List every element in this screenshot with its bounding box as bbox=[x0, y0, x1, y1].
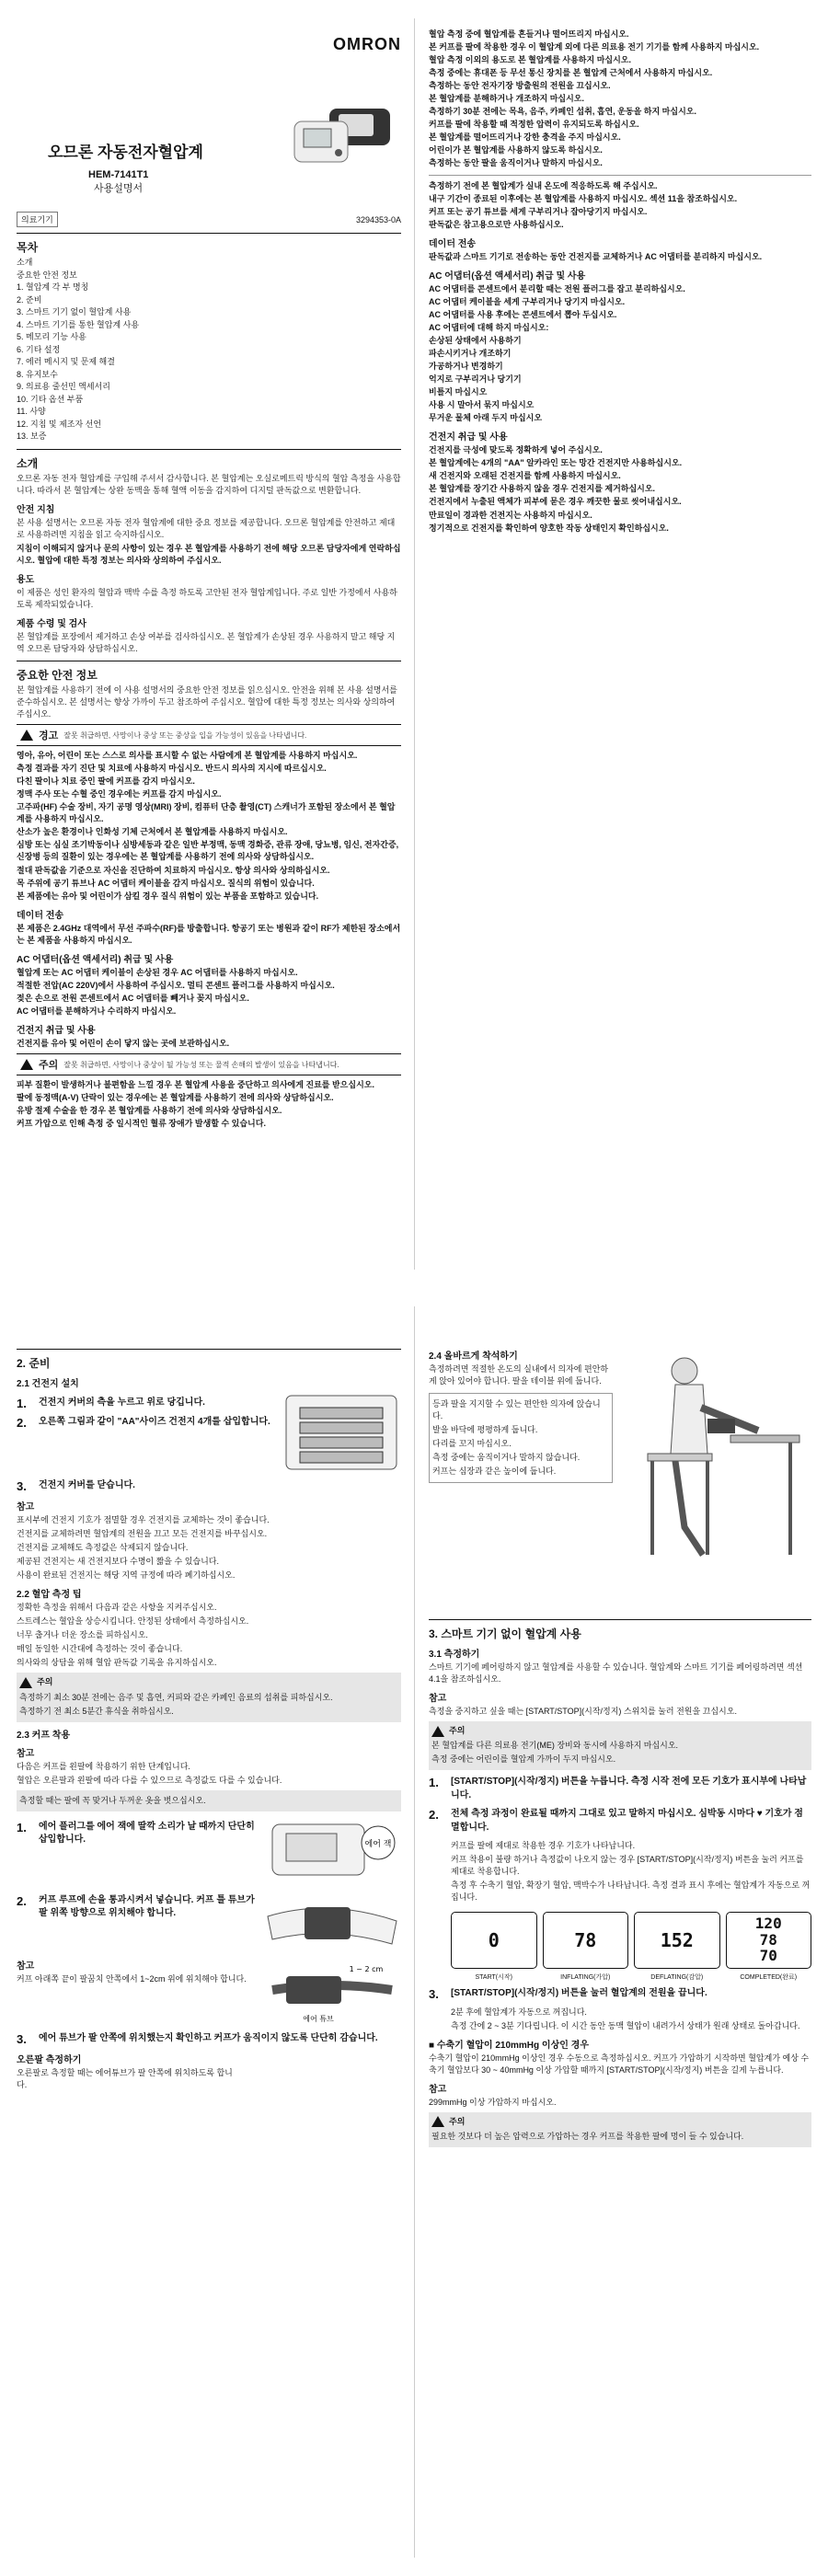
note-item: 사용이 완료된 건전지는 해당 지역 규정에 따라 폐기하십시오. bbox=[17, 1570, 236, 1581]
back-left-column bbox=[17, 1288, 401, 2576]
toc-item: 4. 스마트 기기를 통한 혈압계 사용 bbox=[17, 319, 140, 329]
ac-adapter-item: AC 어댑터를 콘센트에서 분리할 때는 전원 플러그를 잡고 분리하십시오. bbox=[429, 283, 685, 293]
caution-item: 커프 또는 공기 튜브를 세게 구부리거나 잡아당기지 마십시오. bbox=[429, 206, 648, 216]
warning-description: 잘못 취급하면, 사망이나 중상 또는 중상을 입을 가능성이 있음을 나타냅니다. bbox=[63, 730, 307, 740]
toc-item: 9. 의료용 줄선민 액세서리 bbox=[17, 382, 110, 391]
step-number: 1. bbox=[17, 1820, 27, 1834]
intro-text: 오므론 자동 전자 혈압계를 구입해 주셔서 감사합니다. 본 혈압계는 오실로메트릭 방식의 혈압 측정을 사용합니다. 따라서 본 혈압계는 상완 동맥을 통해 혈액 이동을 감지하여 디지털 판독값으로 변환합니다. bbox=[17, 473, 401, 495]
caution-item: 내구 기간이 종료된 이후에는 본 혈압계를 사용하지 마십시오. 섹션 11을 참조하십시오. bbox=[429, 193, 738, 203]
blood-pressure-monitor-illustration bbox=[293, 103, 394, 167]
toc-heading: 목차 bbox=[17, 241, 39, 254]
lcd-label: START(시작) bbox=[475, 1973, 512, 1981]
caution-title: 주의 bbox=[37, 1677, 53, 1687]
toc-item: 중요한 안전 정보 bbox=[17, 270, 77, 280]
ac-forbidden-item: 파손시키거나 개조하기 bbox=[429, 348, 512, 358]
caution-item: 측정할 때는 팔에 꼭 맞거나 두꺼운 옷을 벗으십시오. bbox=[19, 1795, 206, 1805]
step-text: [START/STOP](시작/정지) 버튼을 눌러 혈압계의 전원을 끕니다. bbox=[451, 1987, 707, 1998]
safety-instructions-heading: 안전 지침 bbox=[17, 504, 55, 515]
note-item: 다음은 커프를 왼팔에 착용하기 위한 단계입니다. bbox=[17, 1761, 190, 1771]
lcd-label: INFLATING(가압) bbox=[560, 1973, 611, 1981]
step-number: 2. bbox=[429, 1808, 439, 1823]
ac-forbidden-item: 가공하거나 변경하기 bbox=[429, 362, 503, 372]
note-item: 2분 후에 혈압계가 자동으로 꺼집니다. bbox=[451, 2007, 587, 2017]
caution-icon bbox=[19, 1677, 32, 1688]
ac-adapter-item: AC 어댑터를 사용 후에는 콘센트에서 뽑아 두십시오. bbox=[429, 309, 617, 319]
lcd-labels bbox=[429, 1972, 811, 1982]
cuff-step bbox=[17, 1821, 256, 1883]
caution-icon bbox=[20, 1059, 33, 1070]
air-jack-illustration bbox=[263, 1815, 401, 1889]
posture-point: 등과 팔을 지지할 수 있는 편안한 의자에 앉습니다. bbox=[432, 1399, 601, 1421]
lcd-diastolic: 78 bbox=[759, 1930, 777, 1949]
measure-step bbox=[429, 1987, 811, 2001]
caution-item: 커프를 팔에 착용할 때 적정한 압력이 유지되도록 하십시오. bbox=[429, 120, 639, 130]
ac-adapter-item: AC 어댑터를 분해하거나 수리하지 마십시오. bbox=[17, 1006, 177, 1016]
posture-points bbox=[429, 1393, 613, 1483]
note-item: 측정 간에 2 ~ 3분 기다립니다. 이 시간 동안 동맥 혈압이 내려가서 상태가 원래 상태로 돌아갑니다. bbox=[451, 2020, 800, 2030]
caution-item: 피부 질환이 발생하거나 불편함을 느낄 경우 본 혈압계 사용을 중단하고 의사에게 진료를 받으십시오. bbox=[17, 1080, 374, 1089]
table-of-contents bbox=[17, 257, 401, 443]
battery-heading: 건전지 취급 및 사용 bbox=[17, 1025, 96, 1036]
page-fold-line bbox=[414, 1306, 415, 2558]
caution-box bbox=[429, 2112, 811, 2147]
caution-item: 본 혈압계를 다른 의료용 전기(ME) 장비와 동시에 사용하지 마십시오. bbox=[431, 1741, 679, 1751]
no-app-heading: 3. 스마트 기기 없이 혈압계 사용 bbox=[429, 1627, 581, 1640]
step-number: 3. bbox=[17, 1479, 27, 1493]
warning-item: 영아, 유아, 어린이 또는 스스로 의사를 표시할 수 없는 사람에게 본 혈압계를 사용하지 마십시오. bbox=[17, 751, 358, 761]
toc-item: 12. 지침 및 제조자 선언 bbox=[17, 419, 102, 429]
data-transmission-heading: 데이터 전송 bbox=[429, 238, 477, 249]
tube-label: 에어 튜브 bbox=[303, 2014, 334, 2023]
receipt-heading: 제품 수령 및 검사 bbox=[17, 618, 86, 629]
caution-item: 측정하는 동안 전자기장 방출원의 전원을 끄십시오. bbox=[429, 81, 611, 91]
caution-item: 유방 절제 수술을 한 경우 본 혈압계를 사용하기 전에 의사와 상담하십시오. bbox=[17, 1106, 282, 1116]
note-item: 커프를 팔에 제대로 착용한 경우 기호가 나타납니다. bbox=[451, 1841, 636, 1851]
battery-item: 건전지를 유아 및 어린이 손이 닿지 않는 곳에 보관하십시오. bbox=[17, 1038, 230, 1048]
model-number: HEM-7141T1 bbox=[88, 169, 149, 180]
note-heading: 참고 bbox=[17, 1502, 35, 1512]
lcd-pulse: 70 bbox=[759, 1947, 777, 1965]
tips-heading: 2.2 혈압 측정 팁 bbox=[17, 1590, 82, 1601]
caution-title: 주의 bbox=[449, 2116, 466, 2126]
tip-item: 매일 동일한 시간대에 측정하는 것이 좋습니다. bbox=[17, 1644, 183, 1654]
high-pressure-heading: ■ 수축기 혈압이 210mmHg 이상인 경우 bbox=[429, 2040, 589, 2051]
toc-item: 8. 유지보수 bbox=[17, 369, 58, 379]
warning-item: 절대 판독값을 기준으로 자신을 진단하여 치료하지 마십시오. 항상 의사와 상의하십시오. bbox=[17, 865, 330, 875]
posture-point: 측정 중에는 움직이거나 말하지 않습니다. bbox=[432, 1453, 581, 1463]
battery-compartment-illustration bbox=[282, 1391, 401, 1474]
manual-label: 사용설명서 bbox=[94, 183, 144, 194]
ac-forbidden-item: 억지로 구부리거나 당기기 bbox=[429, 374, 522, 385]
divider bbox=[429, 1619, 811, 1620]
warning-item: 산소가 높은 환경이나 인화성 기체 근처에서 본 혈압계를 사용하지 마십시오. bbox=[17, 827, 288, 837]
battery-step bbox=[17, 1479, 401, 1493]
note-heading: 참고 bbox=[429, 2084, 447, 2095]
divider bbox=[17, 449, 401, 450]
page-fold-line bbox=[414, 18, 415, 1270]
tips-text: 정확한 측정을 위해서 다음과 같은 사항을 지켜주십시오. bbox=[17, 1603, 217, 1613]
ac-adapter-heading: AC 어댑터(옵션 액세서리) 취급 및 사용 bbox=[17, 954, 174, 965]
tip-item: 의사와의 상담을 위해 혈압 판독값 기록을 유지하십시오. bbox=[17, 1658, 217, 1668]
warning-item: 본 제품에는 유아 및 어린이가 삼킬 경우 질식 위험이 있는 부품을 포함하고 있습니다. bbox=[17, 891, 319, 901]
battery-item: 새 건전지와 오래된 건전지를 함께 사용하지 마십시오. bbox=[429, 471, 621, 481]
divider bbox=[17, 233, 401, 234]
toc-item: 1. 혈압계 각 부 명칭 bbox=[17, 282, 89, 292]
cuff-heading: 2.3 커프 착용 bbox=[17, 1730, 71, 1741]
toc-item: 2. 준비 bbox=[17, 294, 42, 305]
step-number: 1. bbox=[429, 1776, 439, 1790]
step-number: 2. bbox=[17, 1416, 27, 1430]
measure-step bbox=[429, 1808, 811, 1834]
ac-adapter-item: AC 어댑터 케이블을 세게 구부리거나 당기지 마십시오. bbox=[429, 296, 626, 306]
manual-page-back bbox=[0, 1288, 828, 2576]
posture-point: 다리를 꼬지 마십시오. bbox=[432, 1439, 512, 1449]
caution-icon bbox=[431, 2116, 444, 2127]
note-heading: 참고 bbox=[429, 1694, 447, 1705]
measure-intro: 스마트 기기에 페어링하지 않고 혈압계를 사용할 수 있습니다. 혈압계와 스마트 기기를 페어링하려면 섹션 4.1을 참조하십시오. bbox=[429, 1662, 803, 1685]
ac-forbidden-item: 손상된 상태에서 사용하기 bbox=[429, 335, 522, 345]
caution-item: 측정하기 30분 전에는 목욕, 음주, 카페인 섭취, 흡연, 운동을 하지 마십시오. bbox=[429, 107, 696, 117]
battery-item: 정기적으로 건전지를 확인하여 양호한 작동 상태인지 확인하십시오. bbox=[429, 523, 669, 533]
step-text: 에어 플러그를 에어 잭에 딸깍 소리가 날 때까지 단단히 삽입합니다. bbox=[39, 1821, 255, 1846]
posture-point: 커프는 심장과 같은 높이에 둡니다. bbox=[432, 1466, 557, 1477]
safety-instructions-text: 본 사용 설명서는 오므론 자동 전자 혈압계에 대한 중요 정보를 제공합니다. 오므론 혈압계를 안전하고 제대로 사용하려면 지침을 읽고 숙지하십시오. bbox=[17, 517, 396, 539]
lcd-screen-completed bbox=[726, 1912, 812, 1969]
caution-item: 본 커프를 팔에 착용한 경우 이 혈압계 외에 다른 의료용 전기 기기를 함께 사용하지 마십시오. bbox=[429, 42, 760, 52]
caution-icon bbox=[431, 1726, 444, 1737]
step-number: 2. bbox=[17, 1893, 27, 1908]
divider bbox=[429, 175, 811, 176]
battery-item: 건전지를 극성에 맞도록 정확하게 넣어 주십시오. bbox=[429, 445, 603, 455]
intended-use-text: 이 제품은 성인 환자의 혈압과 맥박 수를 측정 하도록 고안된 전자 혈압계입니다. 주로 일반 가정에서 사용하도록 제작되었습니다. bbox=[17, 587, 397, 609]
note-item: 건전지를 교체해도 측정값은 삭제되지 않습니다. bbox=[17, 1543, 189, 1553]
toc-item: 7. 에러 메시지 및 문제 해결 bbox=[17, 357, 115, 366]
lcd-screen-inflating: 78 bbox=[543, 1912, 629, 1969]
caution-title: 주의 bbox=[449, 1726, 466, 1736]
step-text: 에어 튜브가 팔 안쪽에 위치했는지 확인하고 커프가 움직이지 않도록 단단히 감습니다. bbox=[39, 2032, 378, 2043]
right-arm-text: 오른팔로 측정할 때는 에어튜브가 팔 안쪽에 위치하도록 합니다. bbox=[17, 2067, 233, 2089]
measure-heading: 3.1 측정하기 bbox=[429, 1650, 480, 1660]
caution-item: 혈압 측정 중에 혈압계를 흔들거나 떨어뜨리지 마십시오. bbox=[429, 29, 629, 39]
measure-step bbox=[429, 1776, 811, 1802]
ac-forbidden-heading: AC 어댑터에 대해 하지 마십시오: bbox=[429, 322, 549, 332]
cuff-step bbox=[17, 2032, 401, 2046]
posture-heading: 2.4 올바르게 착석하기 bbox=[429, 1351, 518, 1362]
note-item: 커프 착용이 불량 하거나 측정값이 나오지 않는 경우 [START/STOP](시작/정지) 버튼을 눌러 커프를 제대로 착용합니다. bbox=[451, 1855, 804, 1877]
divider bbox=[17, 1349, 401, 1350]
caution-item: 본 혈압계를 떨어뜨리거나 강한 충격을 주지 마십시오. bbox=[429, 132, 621, 143]
battery-heading: 건전지 취급 및 사용 bbox=[429, 432, 508, 443]
step-text: 건전지 커버의 측을 누르고 위로 당깁니다. bbox=[39, 1397, 205, 1408]
caution-banner bbox=[17, 1053, 401, 1075]
lcd-screen-start: 0 bbox=[451, 1912, 537, 1969]
caution-item: 측정 중에는 어린이를 혈압계 가까이 두지 마십시오. bbox=[431, 1754, 616, 1765]
tip-item: 너무 춥거나 더운 장소를 피하십시오. bbox=[17, 1630, 148, 1640]
intended-use-heading: 용도 bbox=[17, 574, 35, 585]
battery-item: 만료일이 경과한 건전지는 사용하지 마십시오. bbox=[429, 510, 592, 520]
note-heading: 참고 bbox=[17, 1961, 35, 1972]
warning-banner bbox=[17, 724, 401, 746]
caution-item: 혈압 측정 이외의 용도로 본 혈압계를 사용하지 마십시오. bbox=[429, 55, 631, 65]
step-number: 3. bbox=[429, 1986, 439, 2001]
caution-item: 어린이가 본 혈압계를 사용하지 않도록 하십시오. bbox=[429, 145, 603, 155]
step-number: 1. bbox=[17, 1397, 27, 1410]
step-text: [START/STOP](시작/정지) 버튼을 누릅니다. 측정 시작 전에 모든 기호가 표시부에 나타납니다. bbox=[451, 1777, 807, 1800]
warning-item: 심방 또는 심실 조기박동이나 심방세동과 같은 일반 부정맥, 동맥 경화증, 관류 장애, 당뇨병, 임신, 전자간증, 신장병 등의 질환이 있는 경우에는 본 혈압계를 사용하기 전에 의사와 상담하십시오. bbox=[17, 840, 399, 862]
note-item: 측정을 중지하고 싶을 때는 [START/STOP](시작/정지) 스위치를 눌러 전원을 끄십시오. bbox=[429, 1707, 737, 1717]
back-right-column bbox=[429, 1288, 811, 2576]
warning-title: 경고 bbox=[39, 730, 59, 742]
medical-device-tag: 의료기기 bbox=[17, 212, 58, 227]
ac-adapter-item: 젖은 손으로 전원 콘센트에서 AC 어댑터를 빼거나 꽂지 마십시오. bbox=[17, 993, 249, 1003]
ac-forbidden-item: 사용 시 말아서 묶지 마십시오 bbox=[429, 400, 535, 410]
caution-item: 판독값은 참고용으로만 사용하십시오. bbox=[429, 219, 564, 229]
warning-item: 목 주위에 공기 튜브나 AC 어댑터 케이블을 감지 마십시오. 질식의 위험이 있습니다. bbox=[17, 878, 315, 888]
caution-item: 본 혈압계를 분해하거나 개조하지 마십시오. bbox=[429, 94, 584, 104]
prep-heading: 2. 준비 bbox=[17, 1357, 51, 1370]
toc-item: 11. 사양 bbox=[17, 407, 46, 416]
ac-adapter-heading: AC 어댑터(옵션 액세서리) 취급 및 사용 bbox=[429, 270, 586, 282]
note-item: 표시부에 건전지 기호가 점멸할 경우 건전지를 교체하는 것이 좋습니다. bbox=[17, 1515, 270, 1524]
battery-install-heading: 2.1 건전지 설치 bbox=[17, 1379, 79, 1389]
warning-item: 측정 결과를 자기 진단 및 치료에 사용하지 마십시오. 반드시 의사의 지시에 따르십시오. bbox=[17, 764, 327, 774]
right-arm-heading: 오른팔 측정하기 bbox=[17, 2054, 82, 2065]
cuff-wrap-illustration bbox=[263, 1889, 401, 1953]
safety-instructions-bold: 지침이 이해되지 않거나 문의 사항이 있는 경우 본 혈압계를 사용하기 전에 해당 오므론 담당자에게 연락하십시오. 혈압에 대한 특정 정보는 의사와 상의하여 주십시오. bbox=[17, 543, 401, 565]
lcd-label: DEFLATING(감압) bbox=[650, 1973, 704, 1981]
note-item: 제공된 건전지는 새 건전지보다 수명이 짧을 수 있습니다. bbox=[17, 1557, 219, 1567]
step-text: 오른쪽 그림과 같이 "AA"사이즈 건전지 4개를 삽입합니다. bbox=[39, 1417, 270, 1427]
battery-step bbox=[17, 1416, 274, 1430]
caution-title: 주의 bbox=[39, 1060, 59, 1071]
note-item: 건전지를 교체하려면 혈압계의 전원을 끄고 모든 건전지를 바꾸십시오. bbox=[17, 1529, 268, 1539]
caution-box bbox=[17, 1673, 401, 1721]
caution-item: 필요한 것보다 더 높은 압력으로 가압하는 경우 커프를 착용한 팔에 멍이 들 수 있습니다. bbox=[431, 2131, 744, 2141]
lcd-label: COMPLETED(완료) bbox=[740, 1973, 798, 1981]
document-code: 3294353-0A bbox=[355, 214, 401, 224]
note-item: 커프 아래쪽 끝이 팔꿈치 안쪽에서 1~2cm 위에 위치해야 합니다. bbox=[17, 1973, 247, 1984]
caution-item: 측정하기 전 최소 5분간 휴식을 취하십시오. bbox=[19, 1706, 174, 1716]
caution-item: 팔에 동정맥(A-V) 단락이 있는 경우에는 본 혈압계를 사용하기 전에 의사와 상담하십시오. bbox=[17, 1093, 334, 1103]
toc-item: 3. 스마트 기기 없이 혈압계 사용 bbox=[17, 307, 132, 316]
air-jack-label: 에어 잭 bbox=[364, 1839, 392, 1849]
caution-item: 측정 중에는 휴대폰 등 무선 통신 장치를 본 혈압계 근처에서 사용하지 마십시오. bbox=[429, 68, 713, 78]
note-item: 299mmHg 이상 가압하지 마십시오. bbox=[429, 2097, 557, 2107]
lcd-systolic: 120 bbox=[754, 1915, 782, 1933]
toc-item: 소개 bbox=[17, 258, 33, 267]
posture-point: 발을 바닥에 평평하게 둡니다. bbox=[432, 1425, 538, 1435]
front-right-column bbox=[429, 0, 811, 1288]
caution-item: 측정하는 동안 팔을 움직이거나 말하지 마십시오. bbox=[429, 158, 603, 168]
product-title: 오므론 자동전자혈압계 bbox=[48, 144, 203, 161]
step-text: 건전지 커버를 닫습니다. bbox=[39, 1480, 135, 1490]
toc-item: 10. 기타 옵션 부품 bbox=[17, 394, 84, 404]
lcd-screen-deflating: 152 bbox=[634, 1912, 720, 1969]
battery-item: 건전지에서 누출된 액체가 피부에 묻은 경우 깨끗한 물로 씻어내십시오. bbox=[429, 497, 682, 507]
caution-item: 측정하기 최소 30분 전에는 음주 및 흡연, 커피와 같은 카페인 음료의 섭취를 피하십시오. bbox=[19, 1692, 333, 1702]
step-text: 전체 측정 과정이 완료될 때까지 그대로 있고 말하지 마십시오. 심박동 시마다 ♥ 기호가 점멸합니다. bbox=[451, 1809, 803, 1833]
battery-step bbox=[17, 1397, 274, 1410]
receipt-text: 본 혈압계를 포장에서 제거하고 손상 여부를 검사하십시오. 본 혈압계가 손상된 경우 사용하지 말고 해당 지역 오므론 담당자와 상담하십시오. bbox=[17, 631, 396, 653]
important-safety-text: 본 혈압계를 사용하기 전에 이 사용 설명서의 중요한 안전 정보를 읽으십시오. 안전을 위해 본 사용 설명서를 준수하십시오. 본 설명서는 향상 가까이 두고 참조하여 주십시오. 혈압에 대한 특정 정보는 의사와 상의하여 주십시오. bbox=[17, 684, 397, 719]
ac-adapter-item: 혈압계 또는 AC 어댑터 케이블이 손상된 경우 AC 어댑터를 사용하지 마십시오. bbox=[17, 967, 298, 977]
ac-adapter-item: 적절한 전압(AC 220V)에서 사용하여 주십시오. 멀티 콘센트 플러그를 사용하지 마십시오. bbox=[17, 980, 335, 990]
caution-description: 잘못 취급하면, 사망이나 중상이 될 가능성 또는 물적 손해의 발생이 있음을 나타냅니다. bbox=[63, 1060, 339, 1069]
note-heading: 참고 bbox=[17, 1748, 35, 1759]
caution-box bbox=[17, 1790, 401, 1811]
important-safety-heading: 중요한 안전 정보 bbox=[17, 668, 98, 682]
warning-item: 다친 팔이나 치료 중인 팔에 커프를 감지 마십시오. bbox=[17, 776, 195, 787]
caution-item: 커프 가압으로 인해 측정 중 일시적인 혈류 장애가 발생할 수 있습니다. bbox=[17, 1119, 266, 1129]
caution-item: 측정하기 전에 본 혈압계가 실내 온도에 적응하도록 해 주십시오. bbox=[429, 180, 658, 190]
step-text: 커프 루프에 손을 통과시켜서 넣습니다. 커프 틀 튜브가 팔 위쪽 방향으로 위치해야 합니다. bbox=[39, 1894, 255, 1919]
data-transmission-item: 판독값과 스마트 기기로 전송하는 동안 건전지를 교체하거나 AC 어댑터를 분리하지 마십시오. bbox=[429, 251, 763, 261]
omron-logo: OMRON bbox=[333, 35, 401, 53]
step-number: 3. bbox=[17, 2031, 27, 2046]
high-pressure-text: 수축기 혈압이 210mmHg 이상인 경우 수동으로 측정하십시오. 커프가 가압하기 시작하면 혈압계가 예상 수축기 혈압보다 30 ~ 40mmHg 이상 가압할 때까지 [START/STOP](시작/정지) 버튼을 길게 누릅니다. bbox=[429, 2053, 810, 2075]
data-transmission-text: 본 제품은 2.4GHz 대역에서 무선 주파수(RF)를 방출합니다. 항공기 또는 병원과 같이 RF가 제한된 장소에서는 본 제품을 사용하지 마십시오. bbox=[17, 923, 401, 945]
warning-icon bbox=[20, 730, 33, 741]
display-text: 측정 후 수축기 혈압, 확장기 혈압, 맥박수가 나타납니다. 측정 결과 표시 후에는 혈압계가 자동으로 꺼집니다. bbox=[451, 1880, 811, 1903]
tip-item: 스트레스는 혈압을 상승시킵니다. 안정된 상태에서 측정하십시오. bbox=[17, 1616, 249, 1627]
ac-forbidden-item: 비틀지 마십시오 bbox=[429, 387, 488, 397]
intro-heading: 소개 bbox=[17, 456, 39, 470]
caution-box bbox=[429, 1721, 811, 1770]
data-transmission-heading: 데이터 전송 bbox=[17, 910, 64, 921]
lcd-sequence bbox=[429, 1912, 811, 1969]
cuff-step bbox=[17, 1894, 256, 1948]
toc-item: 13. 보증 bbox=[17, 431, 47, 441]
seated-posture-illustration bbox=[620, 1343, 804, 1564]
cuff-position-illustration bbox=[263, 1953, 401, 2027]
warning-item: 고주파(HF) 수술 장비, 자기 공명 영상(MRI) 장비, 컴퓨터 단층 촬영(CT) 스캐너가 포함된 장소에서 본 혈압계를 사용하지 마십시오. bbox=[17, 802, 396, 824]
ac-forbidden-item: 무거운 물체 아래 두지 마십시오 bbox=[429, 413, 543, 423]
posture-text: 측정하려면 적절한 온도의 실내에서 의자에 편안하게 앉아 있어야 합니다. 팔을 테이블 위에 둡니다. bbox=[429, 1364, 609, 1386]
warning-item: 정맥 주사 또는 수혈 중인 경우에는 커프를 감지 마십시오. bbox=[17, 789, 222, 799]
toc-item: 6. 기타 설정 bbox=[17, 344, 61, 354]
battery-item: 본 혈압계에는 4개의 "AA" 알카라인 또는 망간 건전지만 사용하십시오. bbox=[429, 458, 683, 468]
range-label: 1 ~ 2 cm bbox=[349, 1964, 384, 1973]
toc-item: 5. 메모리 기능 사용 bbox=[17, 332, 86, 341]
battery-item: 본 혈압계를 장기간 사용하지 않을 경우 건전지를 제거하십시오. bbox=[429, 484, 656, 494]
front-left-column bbox=[17, 0, 401, 1288]
note-item: 혈압은 오른팔과 왼팔에 따라 다를 수 있으므로 측정값도 다를 수 있습니다. bbox=[17, 1775, 282, 1785]
